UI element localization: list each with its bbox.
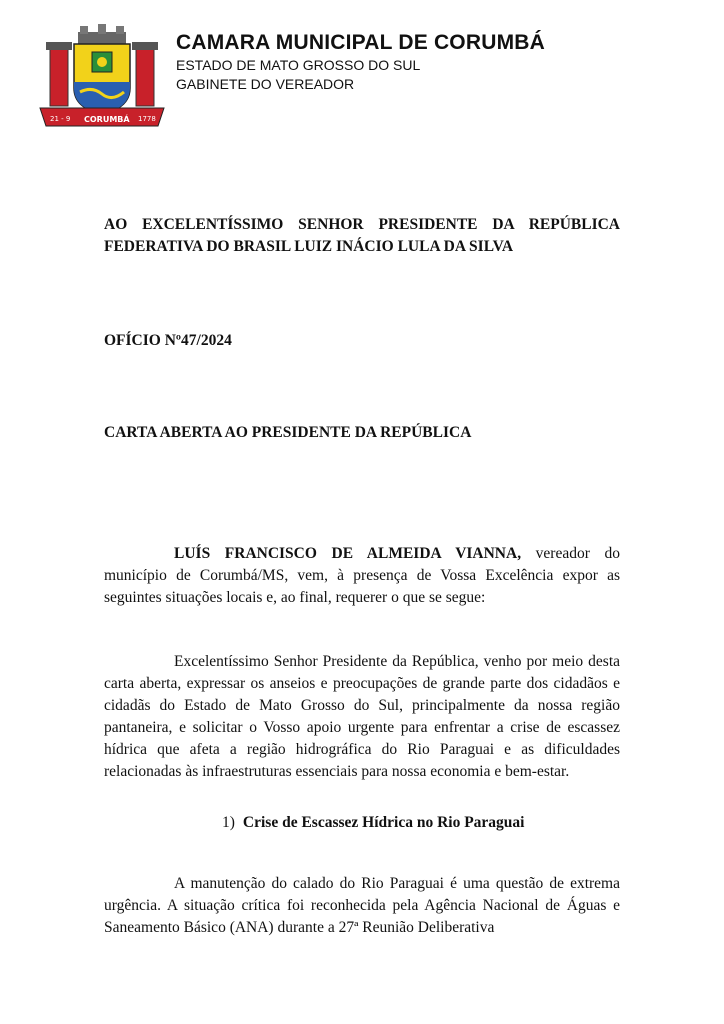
intro-text: vereador do município de Corumbá/MS, vem, à presença de Vossa Excelência expor as seguintes situações locais e, ao final, requerer o que se segue: xyxy=(104,545,620,606)
letterhead-text xyxy=(176,30,545,94)
addressee: AO EXCELENTÍSSIMO SENHOR PRESIDENTE DA REPÚBLICA FEDERATIVA DO BRASIL LUIZ INÁCIO LULA DA SILVA xyxy=(104,216,620,255)
section-number: 1) xyxy=(222,814,235,831)
office-number: OFÍCIO Nº47/2024 xyxy=(104,332,232,349)
crest-right-date: 1778 xyxy=(138,115,156,123)
state-line: ESTADO DE MATO GROSSO DO SUL xyxy=(176,57,421,73)
section-heading xyxy=(222,814,524,832)
body-paragraph: Excelentíssimo Senhor Presidente da República, venho por meio desta carta aberta, expressar os anseios e preocupações de grande parte dos cidadãos e cidadãs do Estado de Mato Grosso do Sul, principalmente da nossa região pantaneira, e solicitar o Vosso apoio urgente para enfrentar a crise de escassez hídrica que afeta a região hidrográfica do Rio Paraguai e as dificuldades relacionadas às infraestruturas essenciais para nossa economia e bem-estar. xyxy=(104,653,620,780)
municipal-crest xyxy=(36,22,168,134)
author-name: LUÍS FRANCISCO DE ALMEIDA VIANNA, xyxy=(174,545,522,562)
section-title: Crise de Escassez Hídrica no Rio Paraguai xyxy=(242,814,525,831)
letter-subject: CARTA ABERTA AO PRESIDENTE DA REPÚBLICA xyxy=(104,424,472,441)
office-line: GABINETE DO VEREADOR xyxy=(176,76,355,92)
institution-title: CAMARA MUNICIPAL DE CORUMBÁ xyxy=(176,31,545,54)
crest-left-date: 21 - 9 xyxy=(50,115,71,123)
section-paragraph: A manutenção do calado do Rio Paraguai é uma questão de extrema urgência. A situação crítica foi reconhecida pela Agência Nacional de Águas e Saneamento Básico (ANA) durante a 27ª Reunião Deliberativa xyxy=(104,875,620,936)
intro-paragraph xyxy=(104,543,620,609)
letterhead xyxy=(36,22,696,140)
crest-ribbon-text: CORUMBÁ xyxy=(84,115,130,124)
